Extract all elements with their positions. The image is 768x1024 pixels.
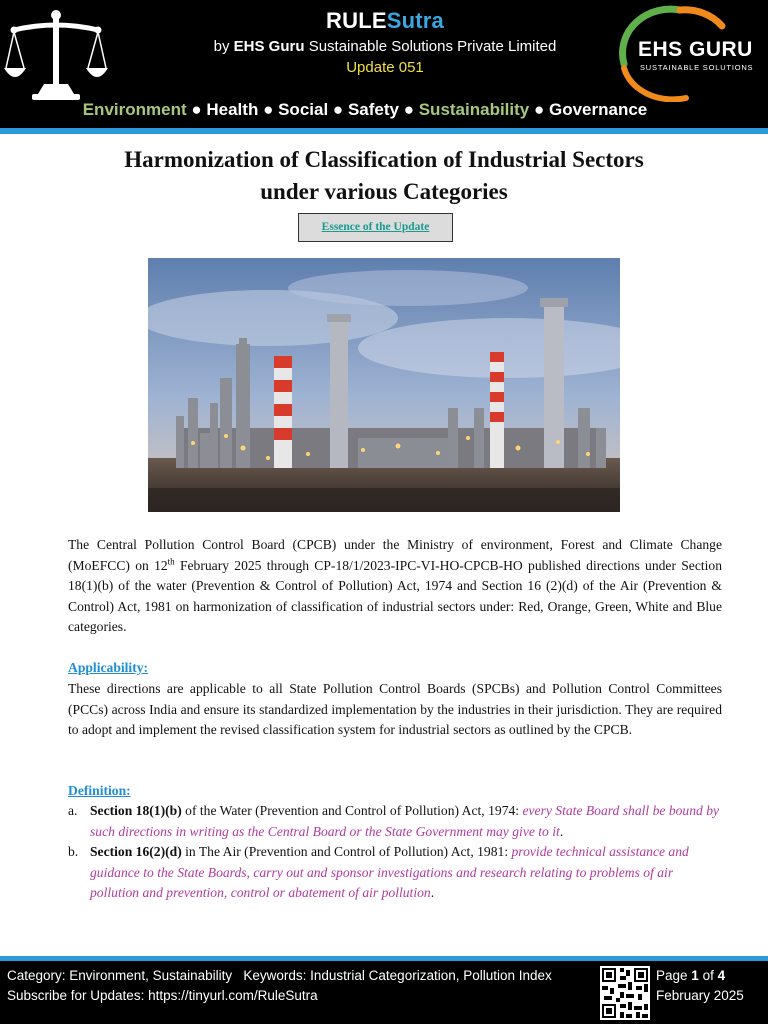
- page-of: of: [702, 968, 714, 983]
- act-name: of the Water (Prevention and Control of Pollution) Act, 1974:: [181, 803, 523, 818]
- list-item: [68, 801, 724, 842]
- company-name-rest: Sustainable Solutions Private Limited: [308, 38, 557, 55]
- footer-bar: [0, 961, 768, 1024]
- brand-prefix: RULE: [326, 8, 387, 33]
- document-title: [60, 144, 708, 208]
- subscribe-link[interactable]: Subscribe for Updates: https://tinyurl.com/RuleSutra: [7, 988, 318, 1003]
- scales-of-justice-icon: [4, 6, 108, 102]
- intro-superscript: th: [167, 555, 175, 566]
- pillar-safety: Safety: [347, 100, 399, 119]
- brand-title: [150, 8, 620, 34]
- intro-text-2: February 2025 through CP-18/1/2023-IPC-VI-HO-CPCB-HO published directions under Section 18(1)(b) of the water (Prevention & Control of Pollution) Act, 1974 and Section 16 (2)(d) of the Air (Prevention & Control) Act, 1981 on harmonization of classification of industrial sectors under: Red, Orange, Green, White and Blue categories.: [68, 557, 723, 634]
- list-marker: b.: [68, 844, 79, 859]
- logo-name: EHS GURU: [638, 38, 753, 61]
- essence-of-update-button[interactable]: Essence of the Update: [298, 213, 453, 242]
- definition-list: [68, 801, 724, 904]
- definition-heading: Definition:: [68, 783, 131, 798]
- brand-block: [150, 8, 620, 77]
- list-item: [68, 842, 724, 904]
- definition-quote: provide technical assistance and guidance to the State Boards, carry out and sponsor investigations and research relating to problems of air pollution and prevention, control or abatement of air pollution: [90, 844, 689, 900]
- list-marker: a.: [68, 803, 78, 818]
- brand-accent: Sutra: [386, 8, 444, 33]
- pillar-social: Social: [278, 100, 329, 119]
- page-current: 1: [691, 968, 699, 983]
- logo-tagline: SUSTAINABLE SOLUTIONS: [640, 63, 754, 72]
- definition-quote: every State Board shall be bound by such directions in writing as the Central Board or the State Government may give to it: [90, 803, 720, 839]
- section-reference: Section 18(1)(b): [90, 803, 182, 818]
- update-number: Update 051: [346, 59, 424, 76]
- publication-date: February 2025: [656, 988, 744, 1003]
- bullet-separator: ●: [263, 100, 274, 119]
- page-number: [656, 966, 744, 986]
- applicability-heading: Applicability:: [68, 660, 149, 675]
- pillar-governance: Governance: [549, 100, 648, 119]
- pillar-environment: Environment: [82, 100, 187, 119]
- pillars-strip: [0, 98, 730, 122]
- intro-text-1: The Central Pollution Control Board (CPCB) under the Ministry of environment, Forest and Climate Change (MoEFCC) on 12: [68, 537, 722, 573]
- header-banner: [0, 0, 768, 128]
- pillar-sustainability: Sustainability: [418, 100, 530, 119]
- ehs-guru-logo: [610, 2, 762, 102]
- intro-paragraph: [68, 535, 722, 638]
- definition-end: .: [559, 823, 564, 839]
- page-total: 4: [717, 968, 726, 983]
- title-line-1: Harmonization of Classification of Industrial Sectors: [124, 147, 644, 172]
- company-line: [150, 38, 620, 56]
- header-divider: [0, 128, 768, 134]
- by-label: by: [213, 38, 230, 55]
- definition-end: .: [430, 885, 435, 900]
- page-info: [656, 966, 744, 1006]
- industrial-plant-photo: [148, 258, 620, 512]
- category-keywords: Category: Environment, Sustainability Keywords: Industrial Categorization, Pollution Index: [7, 968, 552, 983]
- title-line-2: under various Categories: [260, 179, 508, 204]
- footer-info: [7, 966, 552, 1006]
- page-label: Page: [656, 968, 688, 983]
- applicability-paragraph: These directions are applicable to all State Pollution Control Boards (SPCBs) and Pollution Control Committees (PCCs) across India and ensure its standardized implementation by the industries in their jurisdiction. They are required to adopt and implement the revised classification system for industrial sectors as outlined by the CPCB.: [68, 681, 722, 737]
- bullet-separator: ●: [332, 100, 344, 119]
- bullet-separator: ●: [191, 100, 202, 119]
- act-name: in The Air (Prevention and Control of Pollution) Act, 1981:: [181, 844, 512, 859]
- qr-code-icon[interactable]: [600, 966, 650, 1020]
- pillar-health: Health: [206, 100, 259, 119]
- section-reference: Section 16(2)(d): [90, 844, 182, 859]
- bullet-separator: ●: [403, 100, 414, 119]
- bullet-separator: ●: [533, 100, 545, 119]
- company-name-bold: EHS Guru: [233, 38, 305, 55]
- refinery-illustration-icon: [148, 258, 620, 512]
